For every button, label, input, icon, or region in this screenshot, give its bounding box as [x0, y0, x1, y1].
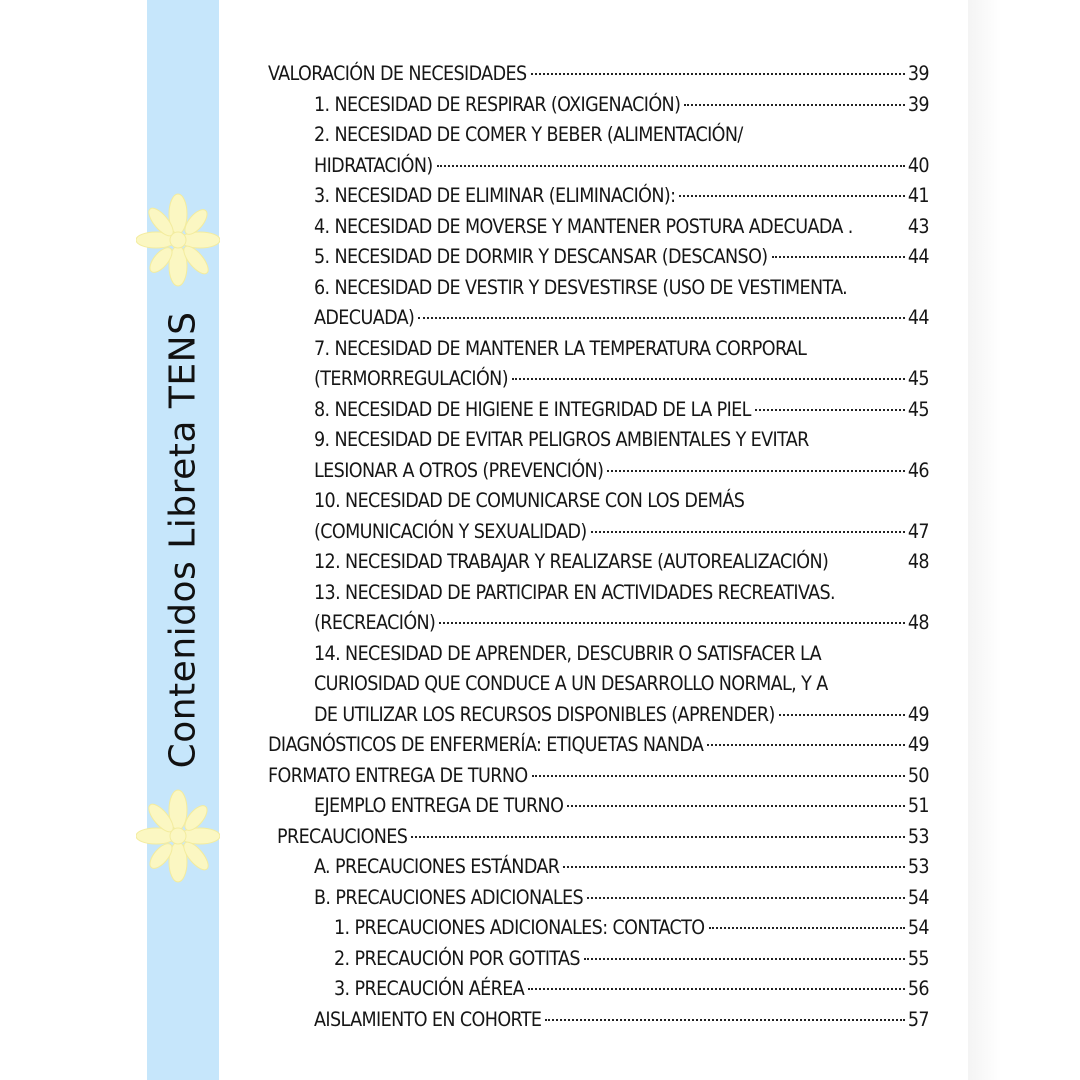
toc-page-number: 41 [907, 184, 929, 207]
toc-entry-title: HIDRATACIÓN) [314, 153, 433, 177]
toc-entry-line [0, 364, 1080, 395]
sidebar-title: Contenidos Libreta TENS [162, 311, 204, 769]
toc-entry-line [0, 944, 1080, 975]
toc-page-number: 45 [907, 367, 929, 390]
dot-leader [411, 836, 905, 838]
dot-leader [684, 104, 905, 106]
dot-leader [584, 958, 905, 960]
dot-leader [545, 1019, 905, 1021]
toc-entry-title: 1. NECESIDAD DE RESPIRAR (OXIGENACIÓN) [314, 92, 681, 116]
toc-entry-title: 14. NECESIDAD DE APRENDER, DESCUBRIR O SATISFACER LA [314, 641, 822, 665]
toc-page-number: 56 [907, 977, 929, 1000]
toc-entry-line [0, 456, 1080, 487]
toc-page-number: 49 [907, 702, 929, 726]
toc-entry-line [0, 90, 1080, 121]
toc-entry-title: DIAGNÓSTICOS DE ENFERMERÍA: ETIQUETAS NANDA [268, 733, 704, 756]
dot-leader [587, 897, 905, 899]
dot-leader [563, 866, 905, 868]
toc-entry-title: DE UTILIZAR LOS RECURSOS DISPONIBLES (APRENDER) [314, 702, 775, 726]
toc-entry-title: (TERMORREGULACIÓN) [314, 367, 508, 390]
toc-entry-line [0, 578, 1080, 609]
dot-leader [528, 988, 905, 990]
dot-leader [607, 470, 905, 472]
toc-entry-line [0, 517, 1080, 548]
dot-leader [532, 775, 905, 777]
toc-page-number: 44 [907, 306, 929, 329]
toc-page-number: 46 [907, 458, 929, 482]
toc-page-number: 55 [907, 946, 929, 970]
toc-page-number: 54 [907, 885, 929, 909]
toc-entry-line [0, 883, 1080, 914]
toc-entry-line [0, 1005, 1080, 1036]
table-of-contents [0, 59, 1080, 1035]
toc-entry-line [0, 791, 1080, 822]
toc-entry-title: 3. NECESIDAD DE ELIMINAR (ELIMINACIÓN): [314, 184, 676, 207]
toc-entry-line [0, 761, 1080, 792]
toc-entry-title: VALORACIÓN DE NECESIDADES [268, 62, 527, 85]
toc-entry-line [0, 59, 1080, 90]
dot-leader [418, 317, 905, 319]
toc-entry-title: 3. PRECAUCIÓN AÉREA [334, 977, 525, 1000]
toc-entry-line [0, 913, 1080, 944]
toc-page-number: 39 [907, 62, 929, 85]
toc-entry-title: EJEMPLO ENTREGA DE TURNO [314, 794, 564, 817]
toc-entry-line [0, 273, 1080, 304]
toc-entry-title: (COMUNICACIÓN Y SEXUALIDAD) [314, 519, 587, 543]
toc-entry-title: 1. PRECAUCIONES ADICIONALES: CONTACTO [334, 916, 705, 939]
toc-page-number: 49 [907, 733, 929, 756]
toc-entry-line [0, 395, 1080, 426]
toc-entry-line [0, 181, 1080, 212]
toc-entry-line [0, 547, 1080, 578]
dot-leader [772, 256, 905, 258]
dot-leader [779, 714, 905, 716]
toc-page-number: 47 [907, 519, 929, 543]
toc-entry-title: AISLAMIENTO EN COHORTE [314, 1007, 542, 1031]
toc-entry-line [0, 303, 1080, 334]
toc-entry-title: CURIOSIDAD QUE CONDUCE A UN DESARROLLO NORMAL, Y A [314, 672, 828, 695]
toc-entry-line [0, 120, 1080, 151]
dot-leader [707, 744, 905, 746]
toc-entry-title: ADECUADA) [314, 306, 415, 329]
toc-entry-title: 13. NECESIDAD DE PARTICIPAR EN ACTIVIDADES RECREATIVAS. [314, 580, 836, 604]
toc-entry-title: 7. NECESIDAD DE MANTENER LA TEMPERATURA CORPORAL [314, 336, 807, 360]
toc-entry-line [0, 212, 1080, 243]
toc-page-number: 54 [907, 916, 929, 939]
toc-entry-title: 6. NECESIDAD DE VESTIR Y DESVESTIRSE (USO DE VESTIMENTA. [314, 275, 848, 299]
dot-leader [439, 622, 905, 624]
dot-leader [567, 805, 905, 807]
toc-entry-title: B. PRECAUCIONES ADICIONALES [314, 885, 584, 909]
toc-page-number: 51 [907, 794, 929, 817]
toc-page-number: 53 [907, 855, 929, 878]
toc-entry-title: (RECREACIÓN) [314, 611, 436, 634]
toc-page-number: 50 [907, 763, 929, 787]
toc-page-number: 39 [907, 92, 929, 116]
toc-entry-title: 2. PRECAUCIÓN POR GOTITAS [334, 946, 580, 970]
toc-page-number: 57 [907, 1007, 929, 1031]
toc-entry-title: 12. NECESIDAD TRABAJAR Y REALIZARSE (AUTOREALIZACIÓN) [314, 550, 829, 573]
toc-entry-line [0, 334, 1080, 365]
toc-entry-line [0, 730, 1080, 761]
toc-entry-title: FORMATO ENTREGA DE TURNO [268, 763, 528, 787]
toc-entry-line [0, 700, 1080, 731]
toc-entry-title: 9. NECESIDAD DE EVITAR PELIGROS AMBIENTALES Y EVITAR [314, 428, 809, 451]
toc-entry-line [0, 151, 1080, 182]
toc-entry-line [0, 822, 1080, 853]
dot-leader [709, 927, 905, 929]
toc-entry-title: 2. NECESIDAD DE COMER Y BEBER (ALIMENTACIÓN/ [314, 123, 743, 146]
dot-leader [755, 409, 905, 411]
toc-page-number: 48 [907, 550, 929, 573]
toc-entry-line [0, 608, 1080, 639]
toc-entry-line [0, 639, 1080, 670]
toc-entry-title: PRECAUCIONES [277, 824, 408, 848]
toc-entry-line [0, 852, 1080, 883]
dot-leader [591, 531, 905, 533]
toc-page-number: 48 [907, 611, 929, 634]
dot-leader [512, 378, 905, 380]
dot-leader [679, 195, 904, 197]
dot-leader [437, 165, 905, 167]
toc-entry-title: 5. NECESIDAD DE DORMIR Y DESCANSAR (DESCANSO) [314, 245, 768, 268]
toc-entry-title: LESIONAR A OTROS (PREVENCIÓN) [314, 458, 604, 482]
toc-page-number: 40 [907, 153, 929, 177]
toc-entry-title: A. PRECAUCIONES ESTÁNDAR [314, 855, 560, 878]
toc-page-number: 53 [907, 824, 929, 848]
toc-entry-title: 4. NECESIDAD DE MOVERSE Y MANTENER POSTURA ADECUADA . [314, 214, 853, 238]
toc-page-number: 44 [907, 245, 929, 268]
toc-page-number: 43 [907, 214, 929, 238]
toc-entry-line [0, 486, 1080, 517]
toc-entry-line [0, 425, 1080, 456]
toc-page-number: 45 [907, 397, 929, 421]
toc-entry-line [0, 242, 1080, 273]
toc-entry-title: 10. NECESIDAD DE COMUNICARSE CON LOS DEMÁS [314, 489, 745, 512]
toc-entry-line [0, 669, 1080, 700]
toc-entry-line [0, 974, 1080, 1005]
toc-entry-title: 8. NECESIDAD DE HIGIENE E INTEGRIDAD DE LA PIEL [314, 397, 751, 421]
dot-leader [531, 73, 905, 75]
